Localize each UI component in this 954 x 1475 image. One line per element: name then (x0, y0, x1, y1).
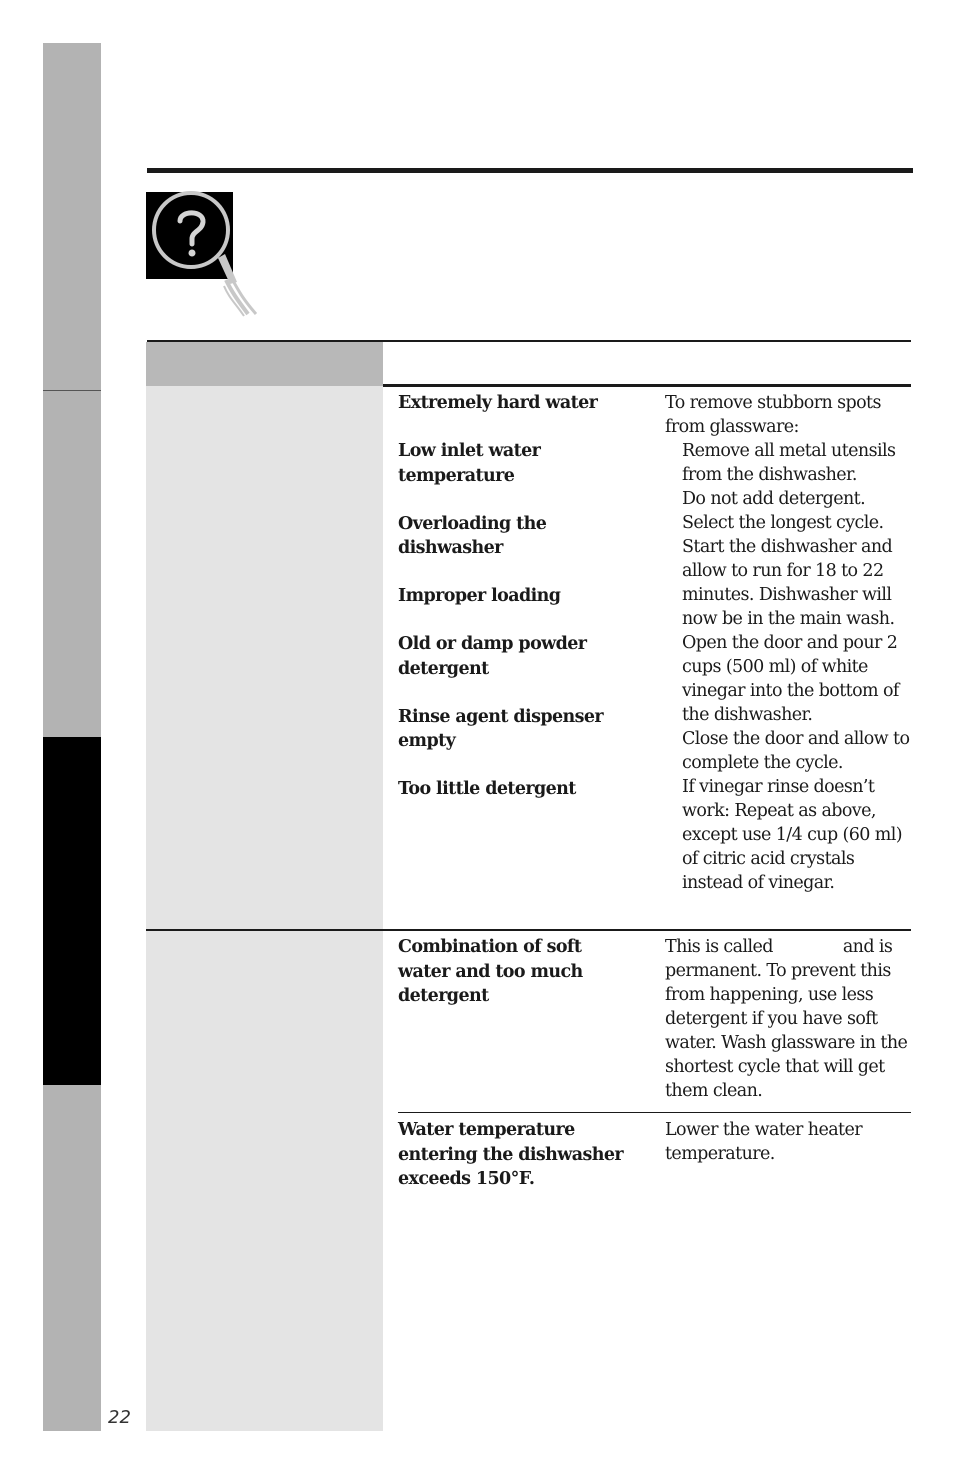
side-tab-1 (43, 43, 101, 390)
row-divider (398, 1112, 911, 1113)
remedy-3 (665, 1118, 915, 1166)
cause-item: Improper loading (398, 586, 561, 606)
page-number: 22 (108, 1407, 131, 1428)
cause-item: Old or damp powder detergent (398, 634, 587, 679)
causes-list-1 (398, 391, 638, 825)
cause-item: Water temperature entering the dishwasher exceeds 150°F. (398, 1120, 624, 1189)
cause-item: Overloading the dishwasher (398, 513, 547, 558)
remedy-text-rest: and is permanent. To prevent this from happening, use less detergent if you have soft water. Wash glassware in the shortest cycle that will get them clean. (665, 937, 908, 1101)
cause-item: Too little detergent (398, 779, 576, 799)
side-tab-active (43, 737, 101, 1085)
problem-column-header (146, 342, 383, 386)
remedy-text-start: This is called (665, 937, 773, 957)
cause-item: Extremely hard water (398, 393, 598, 413)
top-rule (147, 168, 913, 173)
cause-item: Combination of soft water and too much detergent (398, 937, 583, 1006)
remedy-step: Start the dishwasher and allow to run for 18 to 22 minutes. Dishwasher will now be in the main wash. (682, 537, 895, 629)
remedy-text: Lower the water heater temperature. (665, 1120, 862, 1164)
problem-column (146, 342, 383, 1431)
causes-list-3 (398, 1118, 638, 1215)
side-tab-2 (43, 391, 101, 737)
remedy-step: Remove all metal utensils from the dishwasher. (682, 441, 896, 485)
question-magnifier-icon (146, 186, 266, 326)
remedy-step: Close the door and allow to complete the cycle. (682, 729, 910, 773)
remedy-step: Select the longest cycle. (682, 513, 884, 533)
remedy-step: Open the door and pour 2 cups (500 ml) of white vinegar into the bottom of the dishwasher. (682, 633, 899, 725)
causes-list-2 (398, 935, 638, 1032)
side-tab-4 (43, 1085, 101, 1431)
remedy-1 (665, 391, 915, 895)
cause-item: Low inlet water temperature (398, 441, 541, 486)
remedy-2 (665, 935, 915, 1103)
remedy-step: Do not add detergent. (682, 489, 866, 509)
section-divider (146, 929, 911, 931)
remedy-intro: To remove stubborn spots from glassware: (665, 393, 881, 437)
remedy-step: If vinegar rinse doesn’t work: Repeat as above, except use 1/4 cup (60 ml) of citric acid crystals instead of vinegar. (682, 777, 902, 893)
header-rule (383, 384, 911, 387)
cause-item: Rinse agent dispenser empty (398, 706, 604, 751)
